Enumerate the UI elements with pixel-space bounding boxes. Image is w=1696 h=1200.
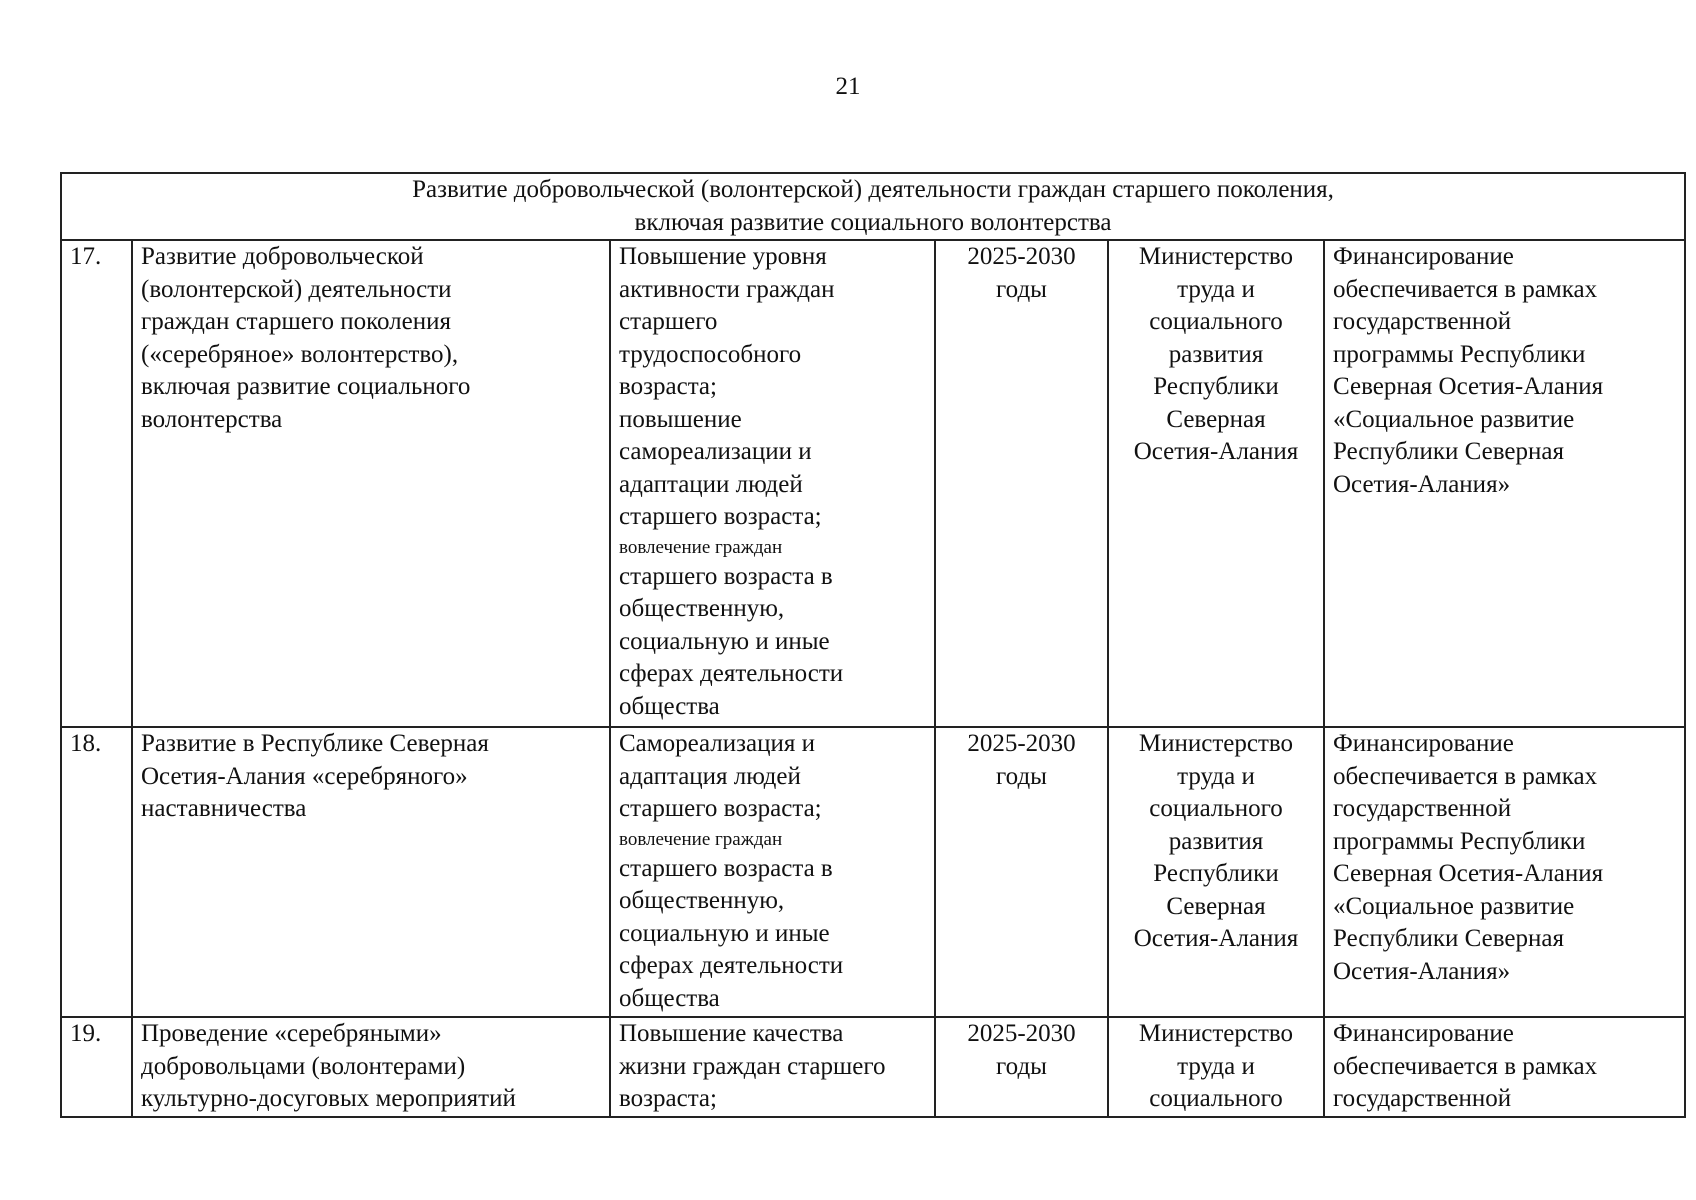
- period-cell: 2025-2030 годы: [935, 1017, 1108, 1117]
- financing-cell: Финансирование обеспечивается в рамках государственной программы Республики Северная Осетия-Алания «Социальное развитие Республики Северная Осетия-Алания»: [1324, 240, 1685, 727]
- row-number: 17.: [61, 240, 132, 727]
- row-number: 18.: [61, 727, 132, 1017]
- period-cell: 2025-2030 годы: [935, 240, 1108, 727]
- section-header-row: [61, 173, 1685, 240]
- measure-name-cell: Проведение «серебряными» добровольцами (волонтерами) культурно-досуговых мероприятий: [132, 1017, 610, 1117]
- table-row: [61, 240, 1685, 727]
- page-number: 21: [835, 73, 861, 100]
- responsible-cell: Министерство труда и социального: [1108, 1017, 1324, 1117]
- measures-table: [60, 172, 1686, 1118]
- table-row: [61, 1017, 1685, 1117]
- expected-result-cell: Повышение качества жизни граждан старшего возраста;: [610, 1017, 935, 1117]
- financing-cell: Финансирование обеспечивается в рамках государственной программы Республики Северная Осетия-Алания «Социальное развитие Республики Северная Осетия-Алания»: [1324, 727, 1685, 1017]
- row-number: 19.: [61, 1017, 132, 1117]
- measure-name-cell: Развитие добровольческой (волонтерской) деятельности граждан старшего поколения («серебряное» волонтерство), включая развитие социального волонтерства: [132, 240, 610, 727]
- table-row: [61, 727, 1685, 1017]
- section-title: Развитие добровольческой (волонтерской) деятельности граждан старшего поколения, включая развитие социального волонтерства: [61, 173, 1685, 240]
- responsible-cell: Министерство труда и социального развития Республики Северная Осетия-Алания: [1108, 240, 1324, 727]
- period-cell: 2025-2030 годы: [935, 727, 1108, 1017]
- expected-result-cell: Самореализация и адаптация людей старшего возраста; вовлечение граждан старшего возраста в общественную, социальную и иные сферах деятельности общества: [610, 727, 935, 1017]
- responsible-cell: Министерство труда и социального развития Республики Северная Осетия-Алания: [1108, 727, 1324, 1017]
- measure-name-cell: Развитие в Республике Северная Осетия-Алания «серебряного» наставничества: [132, 727, 610, 1017]
- financing-cell: Финансирование обеспечивается в рамках государственной: [1324, 1017, 1685, 1117]
- expected-result-cell: Повышение уровня активности граждан старшего трудоспособного возраста; повышение самореализации и адаптации людей старшего возраста; вовлечение граждан старшего возраста в общественную, социальную и иные сферах деятельности общества: [610, 240, 935, 727]
